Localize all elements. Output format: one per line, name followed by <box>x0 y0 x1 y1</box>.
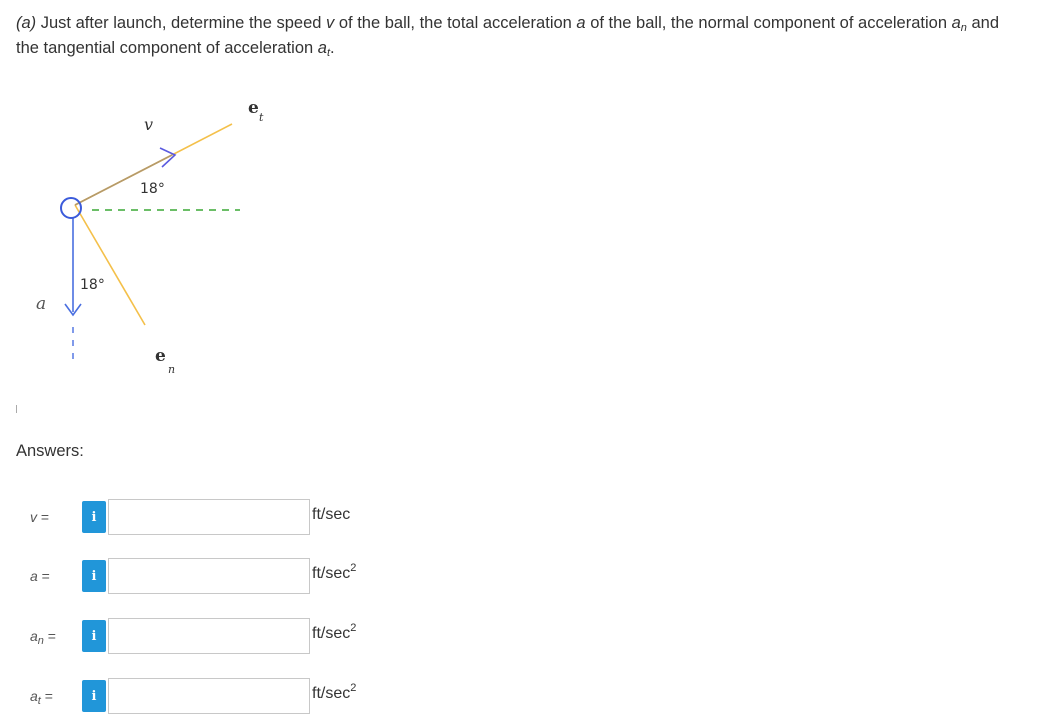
answer-unit <box>312 682 357 703</box>
text-cursor-mark <box>16 405 17 413</box>
normal-accel-subscript: n <box>960 22 967 34</box>
question-text-segment: of the ball, the normal component of acceleration <box>585 14 952 32</box>
tangent-unit-label: e <box>248 98 259 118</box>
answer-label <box>30 509 49 525</box>
velocity-label: v <box>144 115 154 134</box>
answer-label <box>30 568 50 584</box>
answer-label-equals: = <box>43 628 56 644</box>
unit-text: ft/sec <box>312 565 351 582</box>
speed-symbol: v <box>326 14 335 32</box>
info-icon[interactable]: i <box>82 620 106 652</box>
speed-answer-input[interactable] <box>108 499 310 535</box>
tangent-unit-subscript: t <box>259 111 264 124</box>
total-acceleration-answer-input[interactable] <box>108 558 310 594</box>
answers-heading: Answers: <box>16 442 84 460</box>
ball-launch-diagram <box>0 80 320 380</box>
info-icon[interactable]: i <box>82 680 106 712</box>
normal-unit-label: e <box>155 346 166 366</box>
answer-label-equals: = <box>37 509 50 525</box>
tangential-accel-subscript: t <box>326 47 331 59</box>
answer-label-symbol: v <box>30 509 37 525</box>
question-part-label: (a) <box>16 14 37 32</box>
velocity-line <box>75 155 172 205</box>
ball-circle <box>61 198 81 218</box>
unit-text: ft/sec <box>312 506 351 523</box>
velocity-angle-label: 18° <box>140 181 165 197</box>
normal-direction-line <box>75 205 145 325</box>
question-text-segment: of the ball, the total acceleration <box>334 14 577 32</box>
answer-label <box>30 688 53 707</box>
unit-text: ft/sec <box>312 625 351 642</box>
normal-unit-subscript: n <box>168 363 176 376</box>
acceleration-label: a <box>36 294 47 314</box>
answer-unit <box>312 622 357 643</box>
question-text-segment: Just after launch, determine the speed <box>36 14 327 32</box>
answer-label <box>30 628 56 647</box>
tangential-acceleration-answer-input[interactable] <box>108 678 310 714</box>
question-text-segment: and the tangential component of acceleration <box>16 14 1000 57</box>
answer-unit <box>312 506 350 524</box>
answer-label-subscript: n <box>37 635 44 647</box>
answer-label-subscript: t <box>37 695 41 707</box>
unit-text: ft/sec <box>312 685 351 702</box>
normal-angle-label: 18° <box>80 277 105 293</box>
tangential-accel-symbol: a <box>317 39 327 57</box>
normal-acceleration-answer-input[interactable] <box>108 618 310 654</box>
answer-label-symbol: a <box>30 688 38 704</box>
question-text-segment: . <box>330 39 335 57</box>
answer-unit <box>312 562 357 583</box>
unit-exponent: 2 <box>350 622 357 634</box>
answer-label-symbol: a <box>30 628 38 644</box>
question-text <box>16 11 1026 61</box>
answer-label-equals: = <box>40 688 53 704</box>
acceleration-symbol: a <box>576 14 586 32</box>
unit-exponent: 2 <box>350 682 357 694</box>
normal-accel-symbol: a <box>951 14 961 32</box>
info-icon[interactable]: i <box>82 501 106 533</box>
info-icon[interactable]: i <box>82 560 106 592</box>
answer-label-equals: = <box>37 568 50 584</box>
answer-label-symbol: a <box>30 568 38 584</box>
unit-exponent: 2 <box>350 562 357 574</box>
